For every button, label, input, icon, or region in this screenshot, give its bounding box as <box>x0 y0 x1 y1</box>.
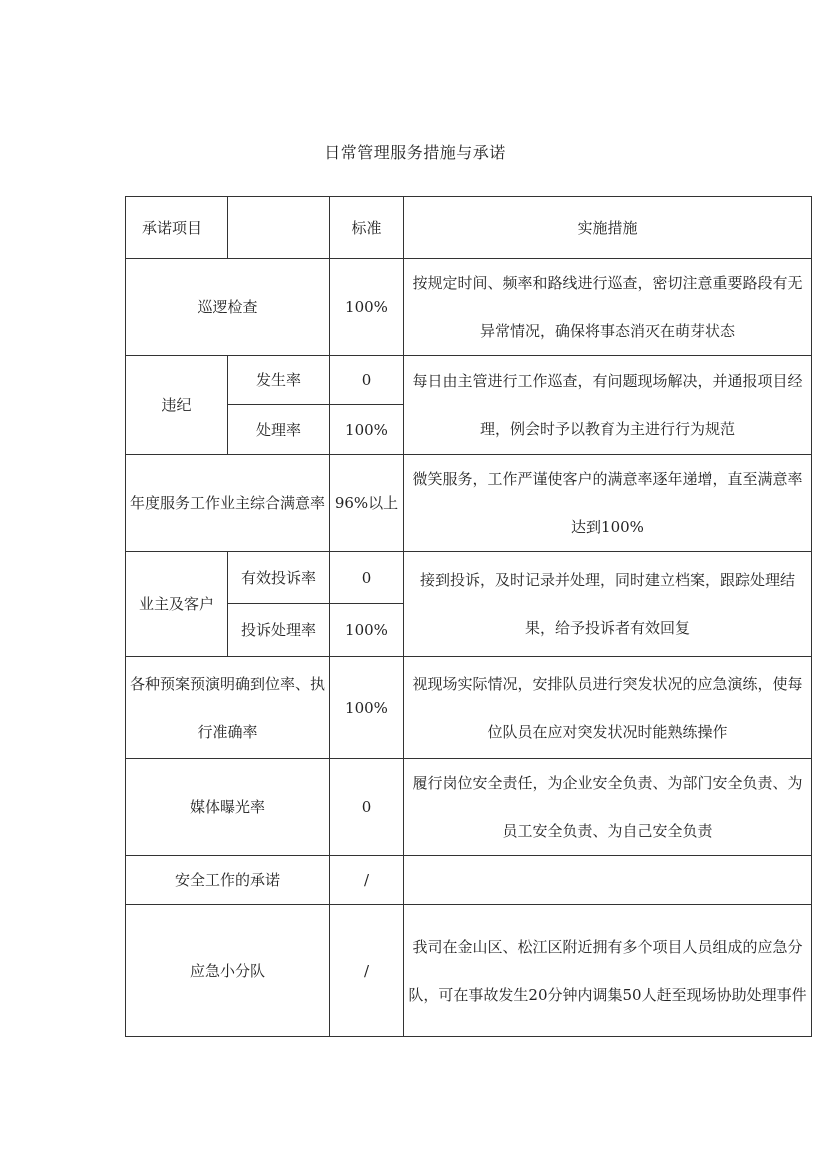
table-row-safety <box>126 856 812 905</box>
standard-cell: 100% <box>330 604 404 657</box>
table-row-owner <box>126 552 812 604</box>
header-item: 承诺项目 <box>126 197 228 259</box>
item-cell: 违纪 <box>126 356 228 455</box>
table-row-emergency <box>126 905 812 1037</box>
sub-label-cell: 有效投诉率 <box>228 552 330 604</box>
measure-cell: 视现场实际情况，安排队员进行突发状况的应急演练，使每位队员在应对突发状况时能熟练操作 <box>404 657 812 759</box>
item-cell: 应急小分队 <box>126 905 330 1037</box>
measure-cell: 履行岗位安全责任，为企业安全负责、为部门安全负责、为员工安全负责、为自己安全负责 <box>404 759 812 856</box>
table-row-discipline <box>126 356 812 405</box>
item-cell: 媒体曝光率 <box>126 759 330 856</box>
item-cell: 年度服务工作业主综合满意率 <box>126 455 330 552</box>
header-blank <box>228 197 330 259</box>
measure-cell: 微笑服务，工作严谨使客户的满意率逐年递增，直至满意率达到100% <box>404 455 812 552</box>
standard-cell: 100% <box>330 405 404 455</box>
sub-label-cell: 发生率 <box>228 356 330 405</box>
measure-cell: 按规定时间、频率和路线进行巡查，密切注意重要路段有无异常情况，确保将事态消灭在萌芽状态 <box>404 259 812 356</box>
table-row-media <box>126 759 812 856</box>
page-title: 日常管理服务措施与承诺 <box>324 143 506 162</box>
measure-cell <box>404 856 812 905</box>
standard-cell: 100% <box>330 657 404 759</box>
item-cell: 业主及客户 <box>126 552 228 657</box>
measure-cell: 每日由主管进行工作巡查，有问题现场解决，并通报项目经理，例会时予以教育为主进行行为规范 <box>404 356 812 455</box>
item-cell: 巡逻检查 <box>126 259 330 356</box>
standard-cell: / <box>330 905 404 1037</box>
standard-cell: 100% <box>330 259 404 356</box>
header-standard: 标准 <box>330 197 404 259</box>
header-row <box>126 197 812 259</box>
measure-cell: 接到投诉，及时记录并处理，同时建立档案，跟踪处理结果，给予投诉者有效回复 <box>404 552 812 657</box>
table-row-drill <box>126 657 812 759</box>
sub-label-cell: 处理率 <box>228 405 330 455</box>
standard-cell: 0 <box>330 552 404 604</box>
commitment-table <box>125 196 812 1037</box>
item-cell: 安全工作的承诺 <box>126 856 330 905</box>
table-row-satisfaction <box>126 455 812 552</box>
header-measure: 实施措施 <box>404 197 812 259</box>
measure-cell: 我司在金山区、松江区附近拥有多个项目人员组成的应急分队，可在事故发生20分钟内调集50人赶至现场协助处理事件 <box>404 905 812 1037</box>
standard-cell: / <box>330 856 404 905</box>
table-row-patrol <box>126 259 812 356</box>
standard-cell: 0 <box>330 759 404 856</box>
standard-cell: 0 <box>330 356 404 405</box>
standard-cell: 96%以上 <box>330 455 404 552</box>
item-cell: 各种预案预演明确到位率、执行准确率 <box>126 657 330 759</box>
sub-label-cell: 投诉处理率 <box>228 604 330 657</box>
